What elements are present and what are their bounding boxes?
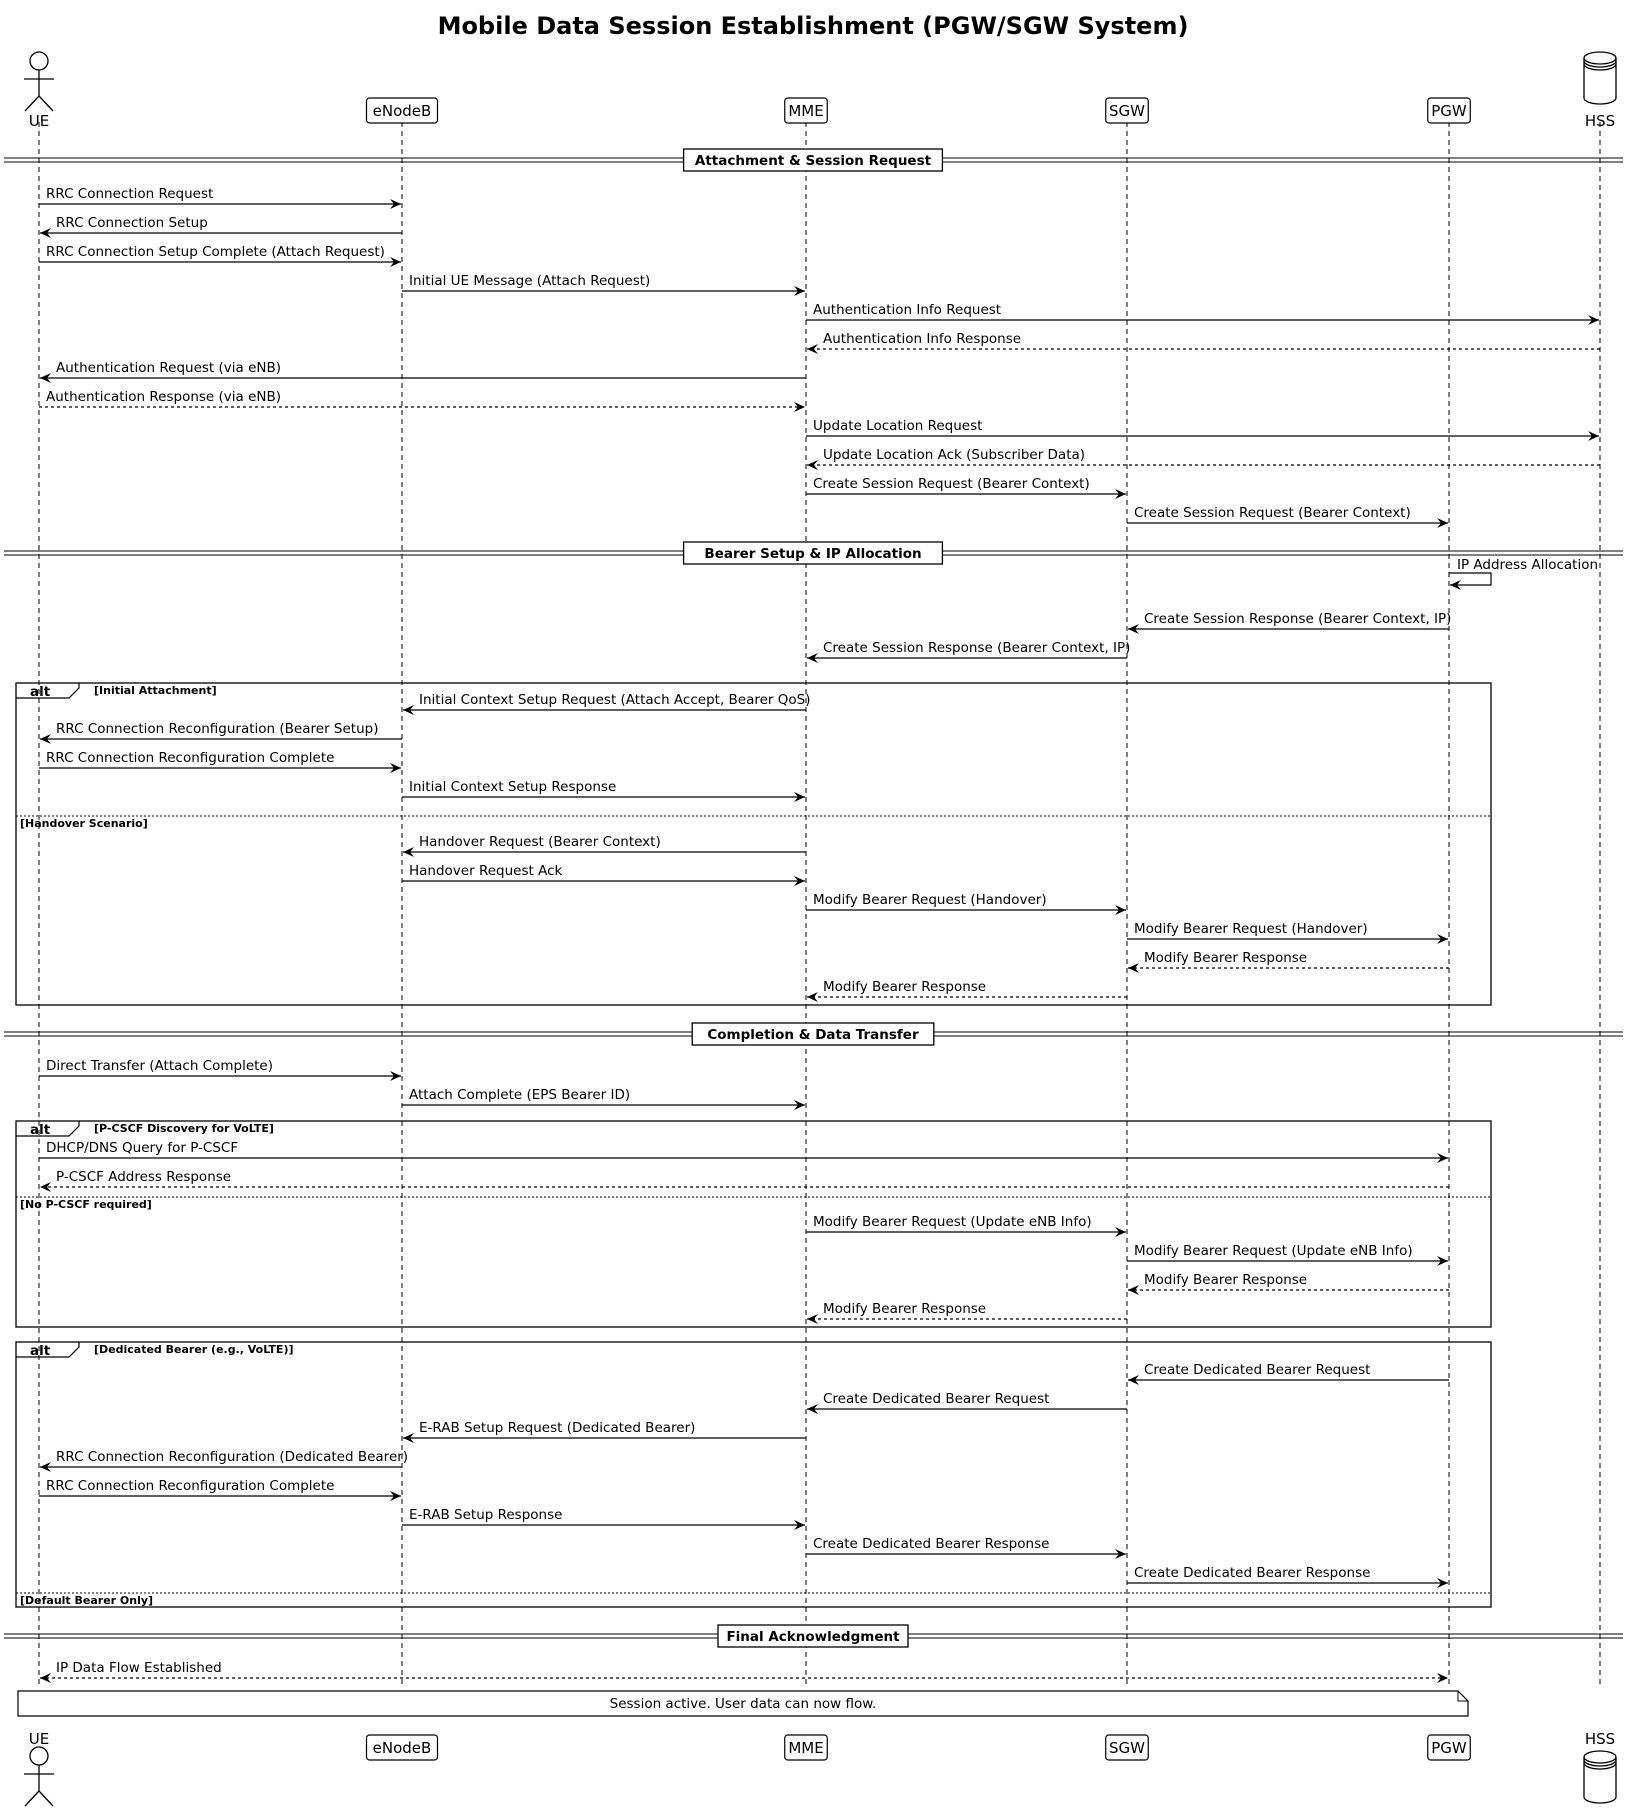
participant-label: MME: [788, 1739, 824, 1757]
message-label: IP Address Allocation: [1457, 557, 1599, 573]
section-divider: [4, 149, 1623, 171]
message-label: Initial Context Setup Request (Attach Accept, Bearer QoS): [419, 692, 811, 708]
participant-label: HSS: [1584, 112, 1616, 130]
message-label: Handover Request Ack: [409, 863, 563, 879]
message-label: RRC Connection Reconfiguration Complete: [46, 1478, 335, 1494]
fragment-condition: [P-CSCF Discovery for VoLTE]: [94, 1122, 274, 1135]
message: [39, 244, 401, 262]
message-label: Attach Complete (EPS Bearer ID): [409, 1087, 631, 1103]
participant-label: eNodeB: [372, 1739, 432, 1757]
message: [806, 1536, 1126, 1554]
message: [402, 1087, 805, 1105]
fragment-keyword: alt: [30, 684, 51, 700]
message-label: Create Dedicated Bearer Response: [813, 1536, 1050, 1552]
participant-hss: [1584, 1730, 1616, 1803]
message-label: Modify Bearer Response: [823, 1301, 987, 1317]
participant-label: UE: [28, 1730, 50, 1748]
database-icon: [1584, 52, 1616, 104]
participant-mme: [785, 98, 828, 123]
message: [1127, 505, 1448, 523]
message: [402, 1507, 805, 1525]
message-label: IP Data Flow Established: [56, 1660, 222, 1676]
message: [1449, 557, 1598, 585]
message-label: Authentication Info Request: [813, 302, 1002, 318]
participant-label: HSS: [1584, 1730, 1616, 1748]
note-text: Session active. User data can now flow.: [609, 1696, 877, 1712]
section-divider: [4, 542, 1623, 564]
message: [807, 979, 1127, 997]
participant-label: UE: [28, 112, 50, 130]
participant-pgw: [1428, 98, 1471, 123]
message: [40, 1449, 408, 1467]
message: [40, 360, 806, 378]
message-label: RRC Connection Request: [46, 186, 214, 202]
message: [807, 1391, 1127, 1409]
participant-sgw: [1106, 98, 1149, 123]
message: [807, 1301, 1127, 1319]
message: [806, 418, 1599, 436]
message: [806, 1214, 1126, 1232]
message: [39, 750, 401, 768]
message: [39, 389, 805, 407]
participant-enodeb: [367, 98, 438, 123]
message-label: Initial Context Setup Response: [409, 779, 617, 795]
message: [1127, 921, 1448, 939]
fragment-condition: [Handover Scenario]: [20, 817, 148, 830]
message: [1128, 1272, 1449, 1290]
message-label: E-RAB Setup Response: [409, 1507, 563, 1523]
message-label: Modify Bearer Request (Handover): [1134, 921, 1368, 937]
message-label: Authentication Request (via eNB): [56, 360, 282, 376]
message: [403, 834, 806, 852]
message-label: Authentication Info Response: [823, 331, 1022, 347]
message: [40, 215, 402, 233]
section-label: Attachment & Session Request: [694, 153, 932, 169]
participant-label: eNodeB: [372, 102, 432, 120]
section-label: Bearer Setup & IP Allocation: [704, 546, 922, 562]
participant-hss: [1584, 52, 1616, 130]
message-label: RRC Connection Setup Complete (Attach Request): [46, 244, 385, 260]
message-label: Modify Bearer Request (Update eNB Info): [813, 1214, 1092, 1230]
message: [1127, 1243, 1448, 1261]
message-label: Update Location Ack (Subscriber Data): [823, 447, 1086, 463]
message: [806, 476, 1126, 494]
message: [402, 779, 805, 797]
message: [806, 302, 1599, 320]
message: [1127, 1565, 1448, 1583]
message: [40, 1660, 1448, 1678]
message: [807, 447, 1600, 465]
message: [403, 1420, 806, 1438]
message: [402, 863, 805, 881]
participant-label: MME: [788, 102, 824, 120]
message: [1128, 950, 1449, 968]
message-label: Modify Bearer Request (Handover): [813, 892, 1047, 908]
message-label: Modify Bearer Request (Update eNB Info): [1134, 1243, 1413, 1259]
message-label: Initial UE Message (Attach Request): [409, 273, 651, 289]
section-divider: [4, 1023, 1623, 1045]
participant-ue: [24, 52, 54, 130]
message-label: Create Session Response (Bearer Context, IP): [1144, 611, 1452, 627]
message-label: Modify Bearer Response: [823, 979, 987, 995]
message-label: DHCP/DNS Query for P-CSCF: [46, 1140, 239, 1156]
message-label: Create Session Request (Bearer Context): [1134, 505, 1411, 521]
message-label: Update Location Request: [813, 418, 983, 434]
note: [18, 1691, 1468, 1716]
message-label: Create Session Response (Bearer Context, IP): [823, 640, 1131, 656]
fragment-condition: [Default Bearer Only]: [20, 1594, 154, 1607]
message: [39, 1478, 401, 1496]
message: [40, 721, 402, 739]
message: [402, 273, 805, 291]
participant-label: SGW: [1109, 1739, 1145, 1757]
message-label: E-RAB Setup Request (Dedicated Bearer): [419, 1420, 696, 1436]
section-divider: [4, 1625, 1623, 1647]
message-label: RRC Connection Reconfiguration Complete: [46, 750, 335, 766]
message-label: RRC Connection Reconfiguration (Dedicated Bearer): [56, 1449, 409, 1465]
fragment-keyword: alt: [30, 1343, 51, 1359]
section-label: Completion & Data Transfer: [707, 1027, 919, 1043]
participant-label: PGW: [1431, 102, 1467, 120]
message: [1128, 1362, 1449, 1380]
fragment-condition: [No P-CSCF required]: [20, 1198, 152, 1211]
message-label: Modify Bearer Response: [1144, 1272, 1308, 1288]
participant-enodeb: [367, 1735, 438, 1760]
database-icon: [1584, 1751, 1616, 1803]
message: [39, 186, 401, 204]
message: [1128, 611, 1451, 629]
diagram-title: Mobile Data Session Establishment (PGW/SGW System): [437, 12, 1189, 40]
message-label: Create Dedicated Bearer Response: [1134, 1565, 1371, 1581]
message-label: P-CSCF Address Response: [56, 1169, 232, 1185]
message-label: Create Dedicated Bearer Request: [1144, 1362, 1371, 1378]
message-label: Authentication Response (via eNB): [46, 389, 282, 405]
participant-sgw: [1106, 1735, 1149, 1760]
message-label: Create Session Request (Bearer Context): [813, 476, 1090, 492]
fragment-keyword: alt: [30, 1122, 51, 1138]
participant-label: PGW: [1431, 1739, 1467, 1757]
message-arrow: [1449, 573, 1491, 585]
participant-mme: [785, 1735, 828, 1760]
message-label: Direct Transfer (Attach Complete): [46, 1058, 274, 1074]
participant-ue: [24, 1730, 54, 1806]
section-label: Final Acknowledgment: [726, 1629, 900, 1645]
message-label: RRC Connection Reconfiguration (Bearer Setup): [56, 721, 379, 737]
fragment-condition: [Dedicated Bearer (e.g., VoLTE)]: [94, 1343, 294, 1356]
message: [40, 1169, 1449, 1187]
message: [807, 640, 1130, 658]
message-label: Handover Request (Bearer Context): [419, 834, 661, 850]
message-label: RRC Connection Setup: [56, 215, 208, 231]
message: [806, 892, 1126, 910]
message: [807, 331, 1600, 349]
participant-label: SGW: [1109, 102, 1145, 120]
actor-icon: [24, 1747, 54, 1806]
message-label: Create Dedicated Bearer Request: [823, 1391, 1050, 1407]
message: [403, 692, 811, 710]
message: [39, 1140, 1448, 1158]
fragment-condition: [Initial Attachment]: [94, 684, 217, 697]
participant-pgw: [1428, 1735, 1471, 1760]
message-label: Modify Bearer Response: [1144, 950, 1308, 966]
message: [39, 1058, 401, 1076]
actor-icon: [24, 52, 54, 111]
